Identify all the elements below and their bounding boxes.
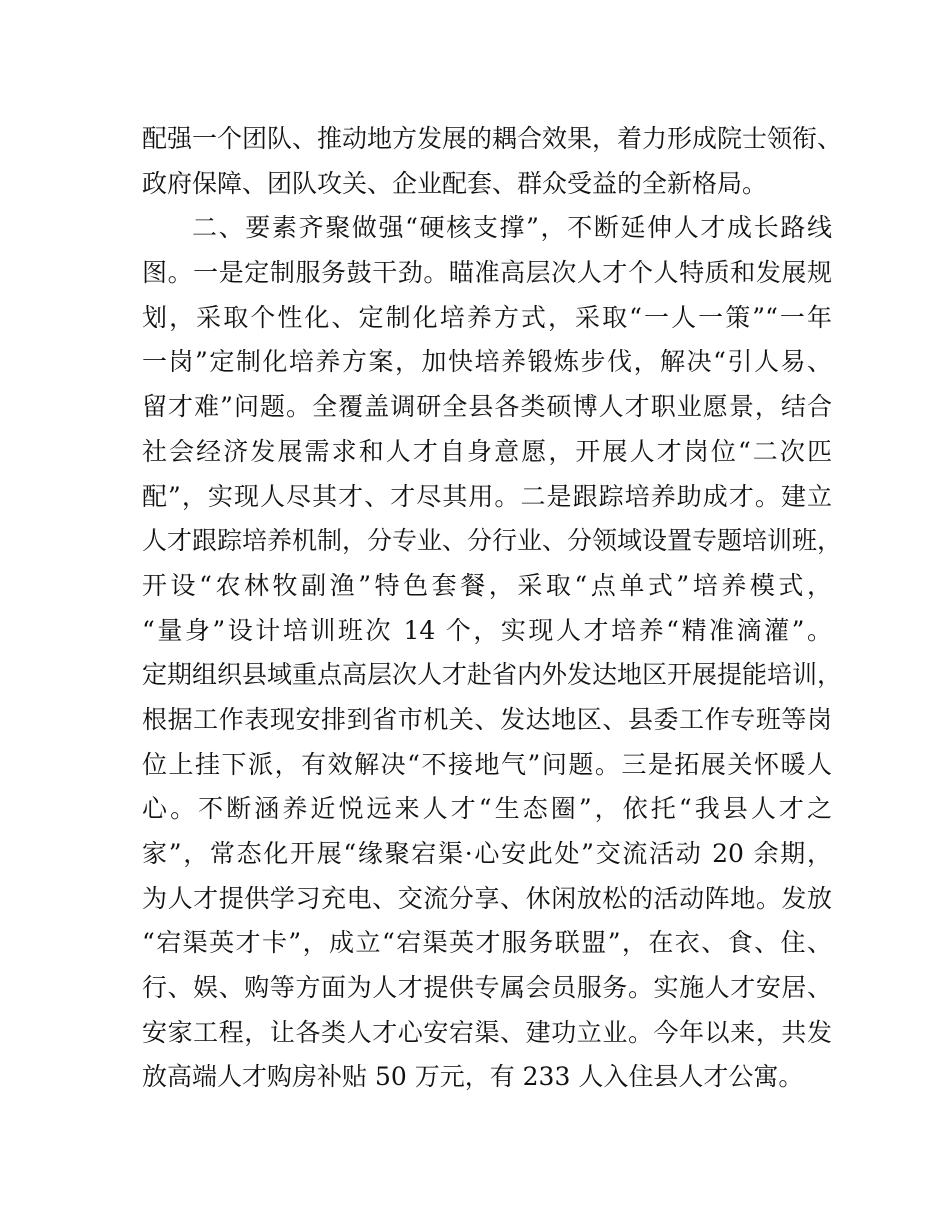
text-line: 放高端人才购房补贴 50 万元，有 233 人入住县人才公寓。	[142, 1062, 804, 1092]
paragraph-2	[142, 206, 843, 1100]
text-line: 家”，常态化开展“缘聚宕渠·心安此处”交流活动 20 余期，	[142, 839, 832, 868]
text-line: 人才跟踪培养机制，分专业、分行业、分领域设置专题培训班，	[142, 526, 843, 556]
text-line: 配”，实现人尽其才、才尽其用。二是跟踪培养助成才。建立	[142, 481, 832, 511]
paragraph-1	[142, 117, 843, 206]
text-line: 位上挂下派，有效解决“不接地气”问题。三是拓展关怀暖人	[142, 749, 832, 779]
text-line: 一岗”定制化培养方案，加快培养锻炼步伐，解决“引人易、	[142, 347, 832, 377]
text-line: 配强一个团队、推动地方发展的耦合效果，着力形成院士领衔、	[142, 124, 843, 153]
text-line: 二、要素齐聚做强“硬核支撑”，不断延伸人才成长路线	[192, 213, 832, 243]
text-line: 行、娱、购等方面为人才提供专属会员服务。实施人才安居、	[142, 973, 832, 1003]
text-line: 心。不断涵养近悦远来人才“生态圈”，依托“我县人才之	[142, 794, 832, 824]
text-line: 定期组织县域重点高层次人才赴省内外发达地区开展提能培训，	[142, 660, 843, 690]
text-line: 安家工程，让各类人才心安宕渠、建功立业。今年以来，共发	[142, 1017, 832, 1047]
text-line: “量身”设计培训班次 14 个，实现人才培养“精准滴灌”。	[142, 615, 832, 645]
text-line: 开设“农林牧副渔”特色套餐，采取“点单式”培养模式，	[142, 570, 832, 600]
text-line: 社会经济发展需求和人才自身意愿，开展人才岗位“二次匹	[142, 436, 832, 466]
text-line: 图。一是定制服务鼓干劲。瞄准高层次人才个人特质和发展规	[142, 258, 832, 288]
text-line: 留才难”问题。全覆盖调研全县各类硕博人才职业愿景，结合	[142, 392, 832, 422]
document-body	[142, 117, 843, 1100]
text-line: “宕渠英才卡”，成立“宕渠英才服务联盟”，在衣、食、住、	[142, 928, 832, 958]
text-line: 根据工作表现安排到省市机关、发达地区、县委工作专班等岗	[142, 704, 832, 734]
text-line: 划，采取个性化、定制化培养方式，采取“一人一策”“一年	[142, 302, 832, 332]
text-line: 政府保障、团队攻关、企业配套、群众受益的全新格局。	[142, 168, 768, 198]
text-line: 为人才提供学习充电、交流分享、休闲放松的活动阵地。发放	[142, 883, 832, 913]
